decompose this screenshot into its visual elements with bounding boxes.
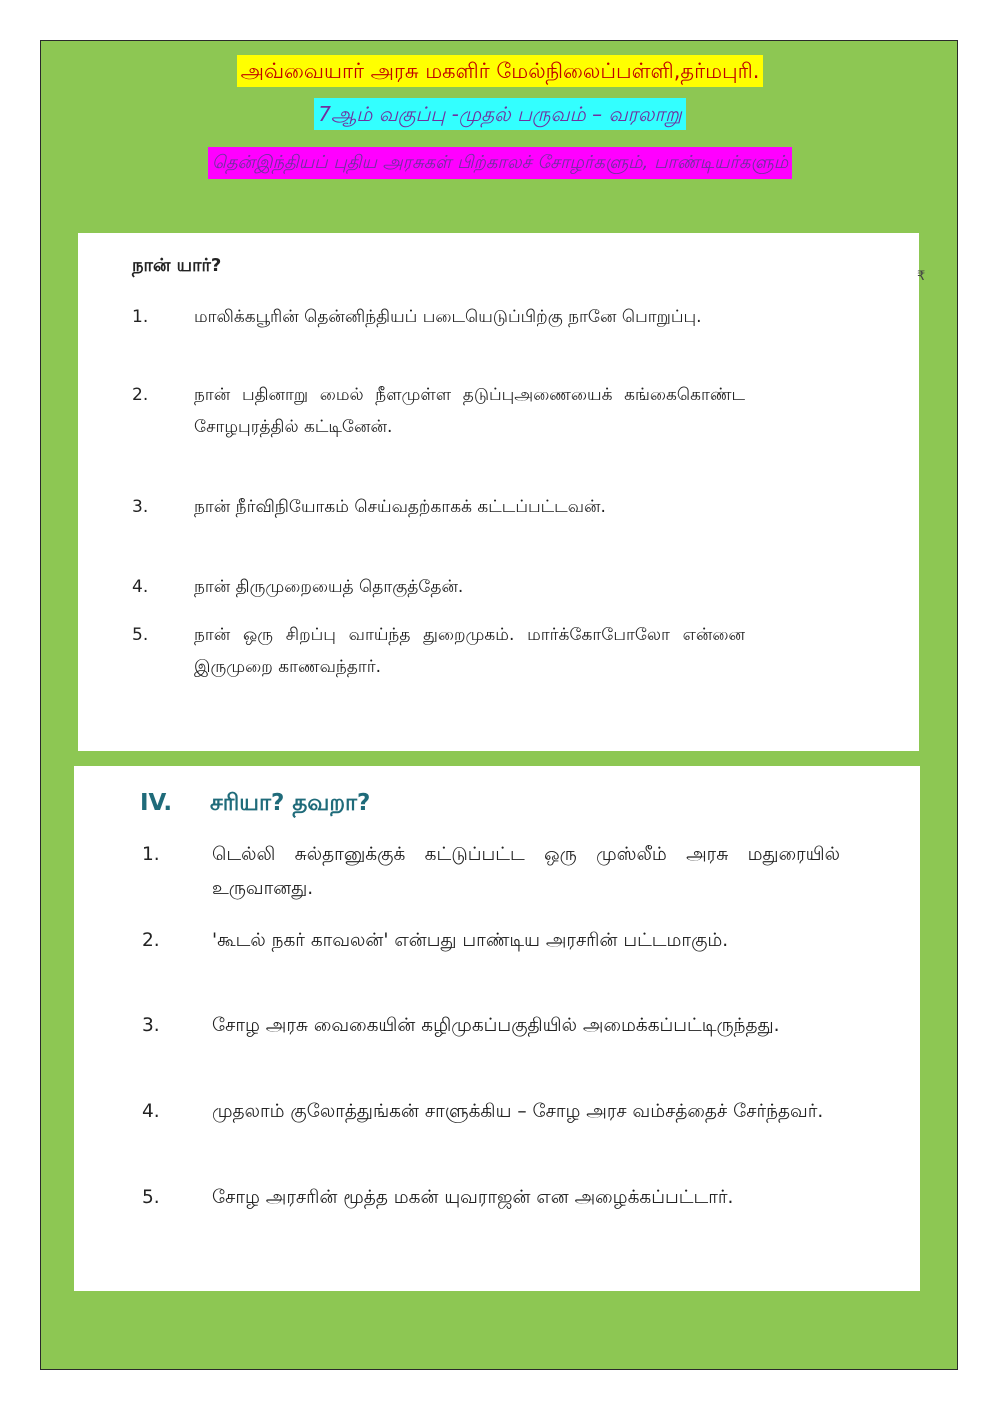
statement-text: முதலாம் குலோத்துங்கன் சாளுக்கிய – சோழ அரச வம்சத்தைச் சேர்ந்தவர். <box>212 1101 824 1122</box>
question-number: 1. <box>132 307 149 327</box>
worksheet-page <box>40 40 958 1370</box>
question-text: நான் திருமுறையைத் தொகுத்தேன். <box>194 577 464 597</box>
question-text: நான் பதினாறு மைல் நீளமுள்ள தடுப்புஅணையைக் கங்கைகொண்ட சோழபுரத்தில் கட்டினேன். <box>194 385 745 437</box>
statement-number: 5. <box>142 1187 160 1208</box>
who-am-i-card <box>78 233 919 751</box>
true-false-card <box>74 766 920 1291</box>
who-am-i-title: நான் யார்? <box>132 255 222 276</box>
question-text: மாலிக்கபூரின் தென்னிந்தியப் படையெடுப்பிற்கு நானே பொறுப்பு. <box>194 307 702 327</box>
statement-text: 'கூடல் நகர் காவலன்' என்பது பாண்டிய அரசரின் பட்டமாகும். <box>212 930 729 951</box>
lesson-heading <box>41 147 959 179</box>
question-number: 5. <box>132 625 149 645</box>
statement-number: 2. <box>142 930 160 951</box>
question-number: 4. <box>132 577 149 597</box>
section-title: சரியா? தவறா? <box>210 790 371 816</box>
statement-text: சோழ அரசரின் மூத்த மகன் யுவராஜன் என அழைக்கப்பட்டார். <box>212 1187 734 1208</box>
statement-number: 1. <box>142 844 160 865</box>
statement-text: டெல்லி சுல்தானுக்குக் கட்டுப்பட்ட ஒரு முஸ்லீம் அரசு மதுரையில் உருவானது. <box>212 844 840 899</box>
school-name-heading <box>41 55 959 87</box>
class-line: 7ஆம் வகுப்பு -முதல் பருவம் – வரலாறு <box>314 98 685 130</box>
question-text: நான் நீர்விநியோகம் செய்வதற்காகக் கட்டப்பட்டவன். <box>194 497 606 517</box>
statement-number: 4. <box>142 1101 160 1122</box>
statement-text: சோழ அரசு வைகையின் கழிமுகப்பகுதியில் அமைக்கப்பட்டிருந்தது. <box>212 1015 780 1036</box>
statement-number: 3. <box>142 1015 160 1036</box>
section-number: IV. <box>140 790 173 816</box>
question-number: 2. <box>132 385 149 405</box>
question-text: நான் ஒரு சிறப்பு வாய்ந்த துறைமுகம். மார்க்கோபோலோ என்னை இருமுறை காணவந்தார். <box>194 625 745 677</box>
school-name: அவ்வையார் அரசு மகளிர் மேல்நிலைப்பள்ளி,தர்மபுரி. <box>237 55 764 87</box>
lesson-title: தென்இந்தியப் புதிய அரசுகள் பிற்காலச் சோழர்களும், பாண்டியர்களும் <box>208 147 792 179</box>
stray-mark: ₹ <box>917 269 926 284</box>
question-number: 3. <box>132 497 149 517</box>
class-heading <box>41 98 959 130</box>
true-false-title <box>140 790 370 819</box>
